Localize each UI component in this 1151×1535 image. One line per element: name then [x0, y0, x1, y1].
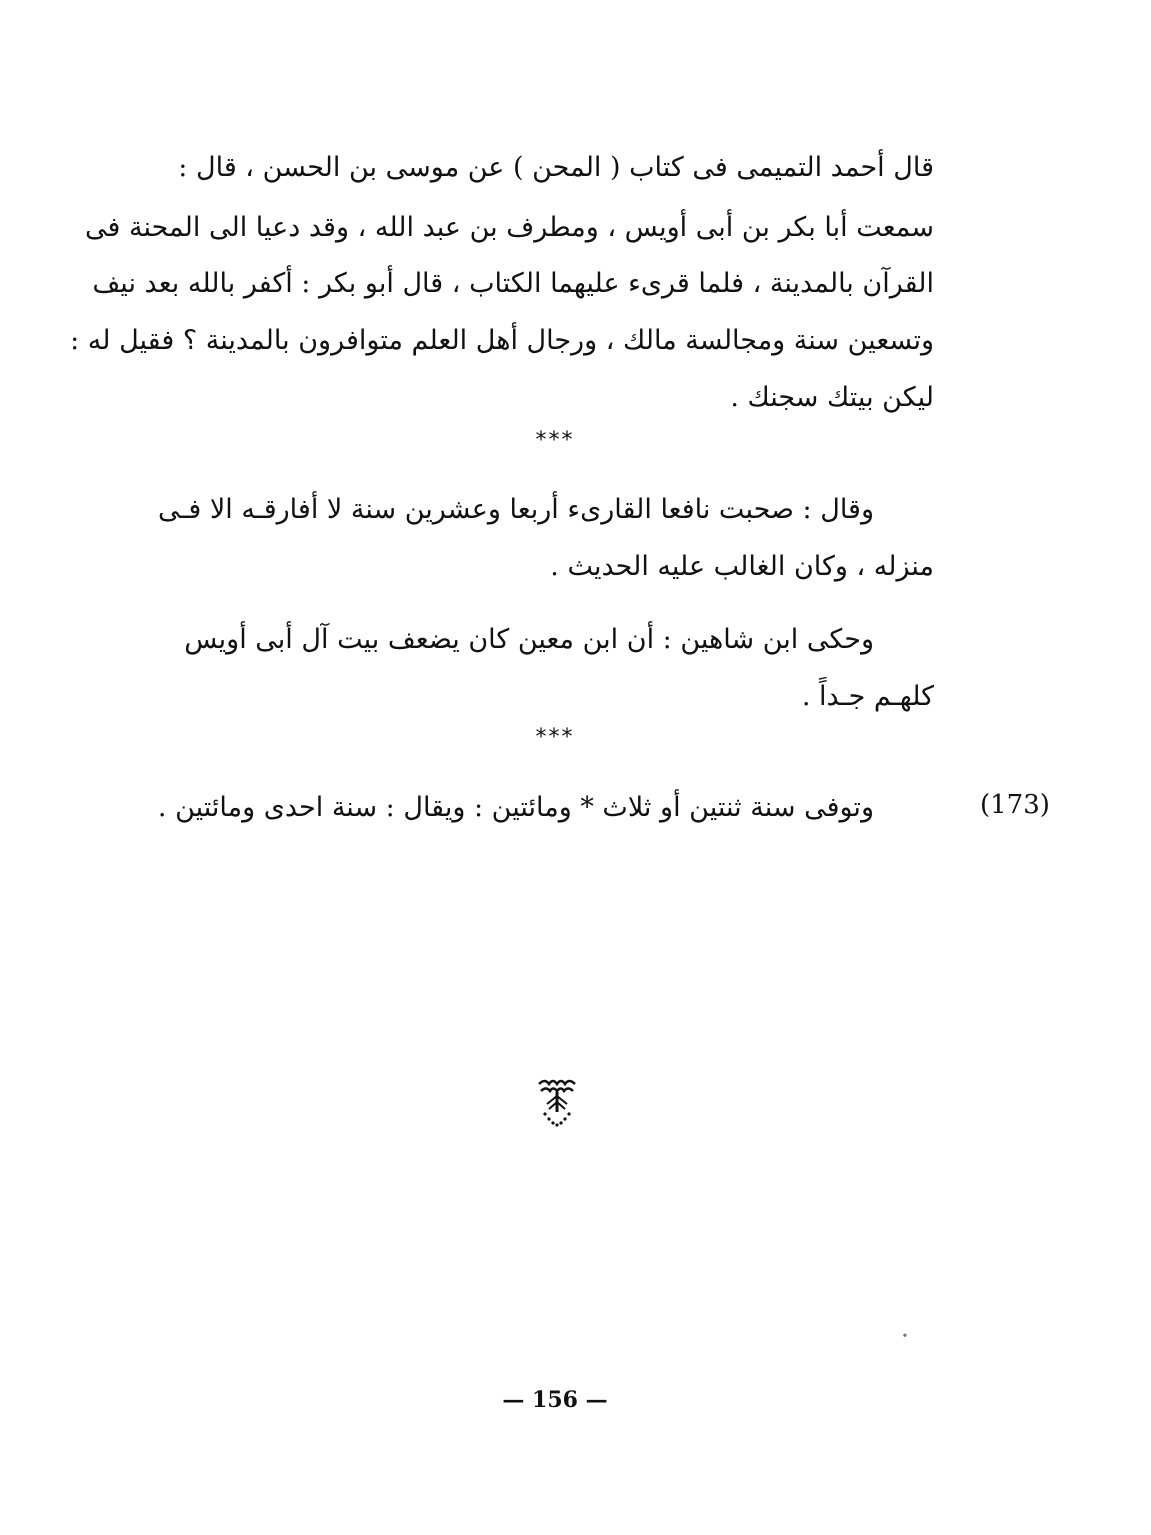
margin-note-number: (173) — [980, 790, 1050, 820]
paragraph2-line-2: منزله ، وكان الغالب عليه الحديث . — [550, 551, 934, 582]
paragraph1-line-4: وتسعين سنة ومجالسة مالك ، ورجال أهل العلم متوافرون بالمدينة ؟ فقيل له : — [70, 325, 934, 356]
section-separator: *** — [535, 428, 575, 453]
paragraph1-line-2: سمعت أبا بكر بن أبى أويس ، ومطرف بن عبد الله ، وقد دعيا الى المحنة فى — [85, 212, 934, 243]
page-number: — 156 — — [502, 1387, 608, 1413]
paragraph1-line-1: قال أحمد التميمى فى كتاب ( المحن ) عن موسى بن الحسن ، قال : — [178, 152, 934, 183]
paragraph3-line-2: كلهـم جـداً . — [801, 681, 934, 712]
paragraph2-line-1: وقال : صحبت نافعا القارىء أربعا وعشرين سنة لا أفارقـه الا فـى — [157, 494, 874, 525]
paragraph4-line: وتوفى سنة ثنتين أو ثلاث * ومائتين : ويقال : سنة احدى ومائتين . — [157, 792, 874, 823]
paragraph3-line-1: وحكى ابن شاهين : أن ابن معين كان يضعف بيت آل أبى أويس — [184, 624, 874, 655]
paragraph1-line-3: القرآن بالمدينة ، فلما قرىء عليهما الكتاب ، قال أبو بكر : أكفر بالله بعد نيف — [92, 268, 934, 299]
print-speck: ∙ — [902, 1328, 908, 1342]
section-separator: *** — [535, 725, 575, 750]
paragraph1-line-5: ليكن بيتك سجنك . — [730, 382, 934, 413]
floral-ornament-icon — [535, 1078, 579, 1128]
